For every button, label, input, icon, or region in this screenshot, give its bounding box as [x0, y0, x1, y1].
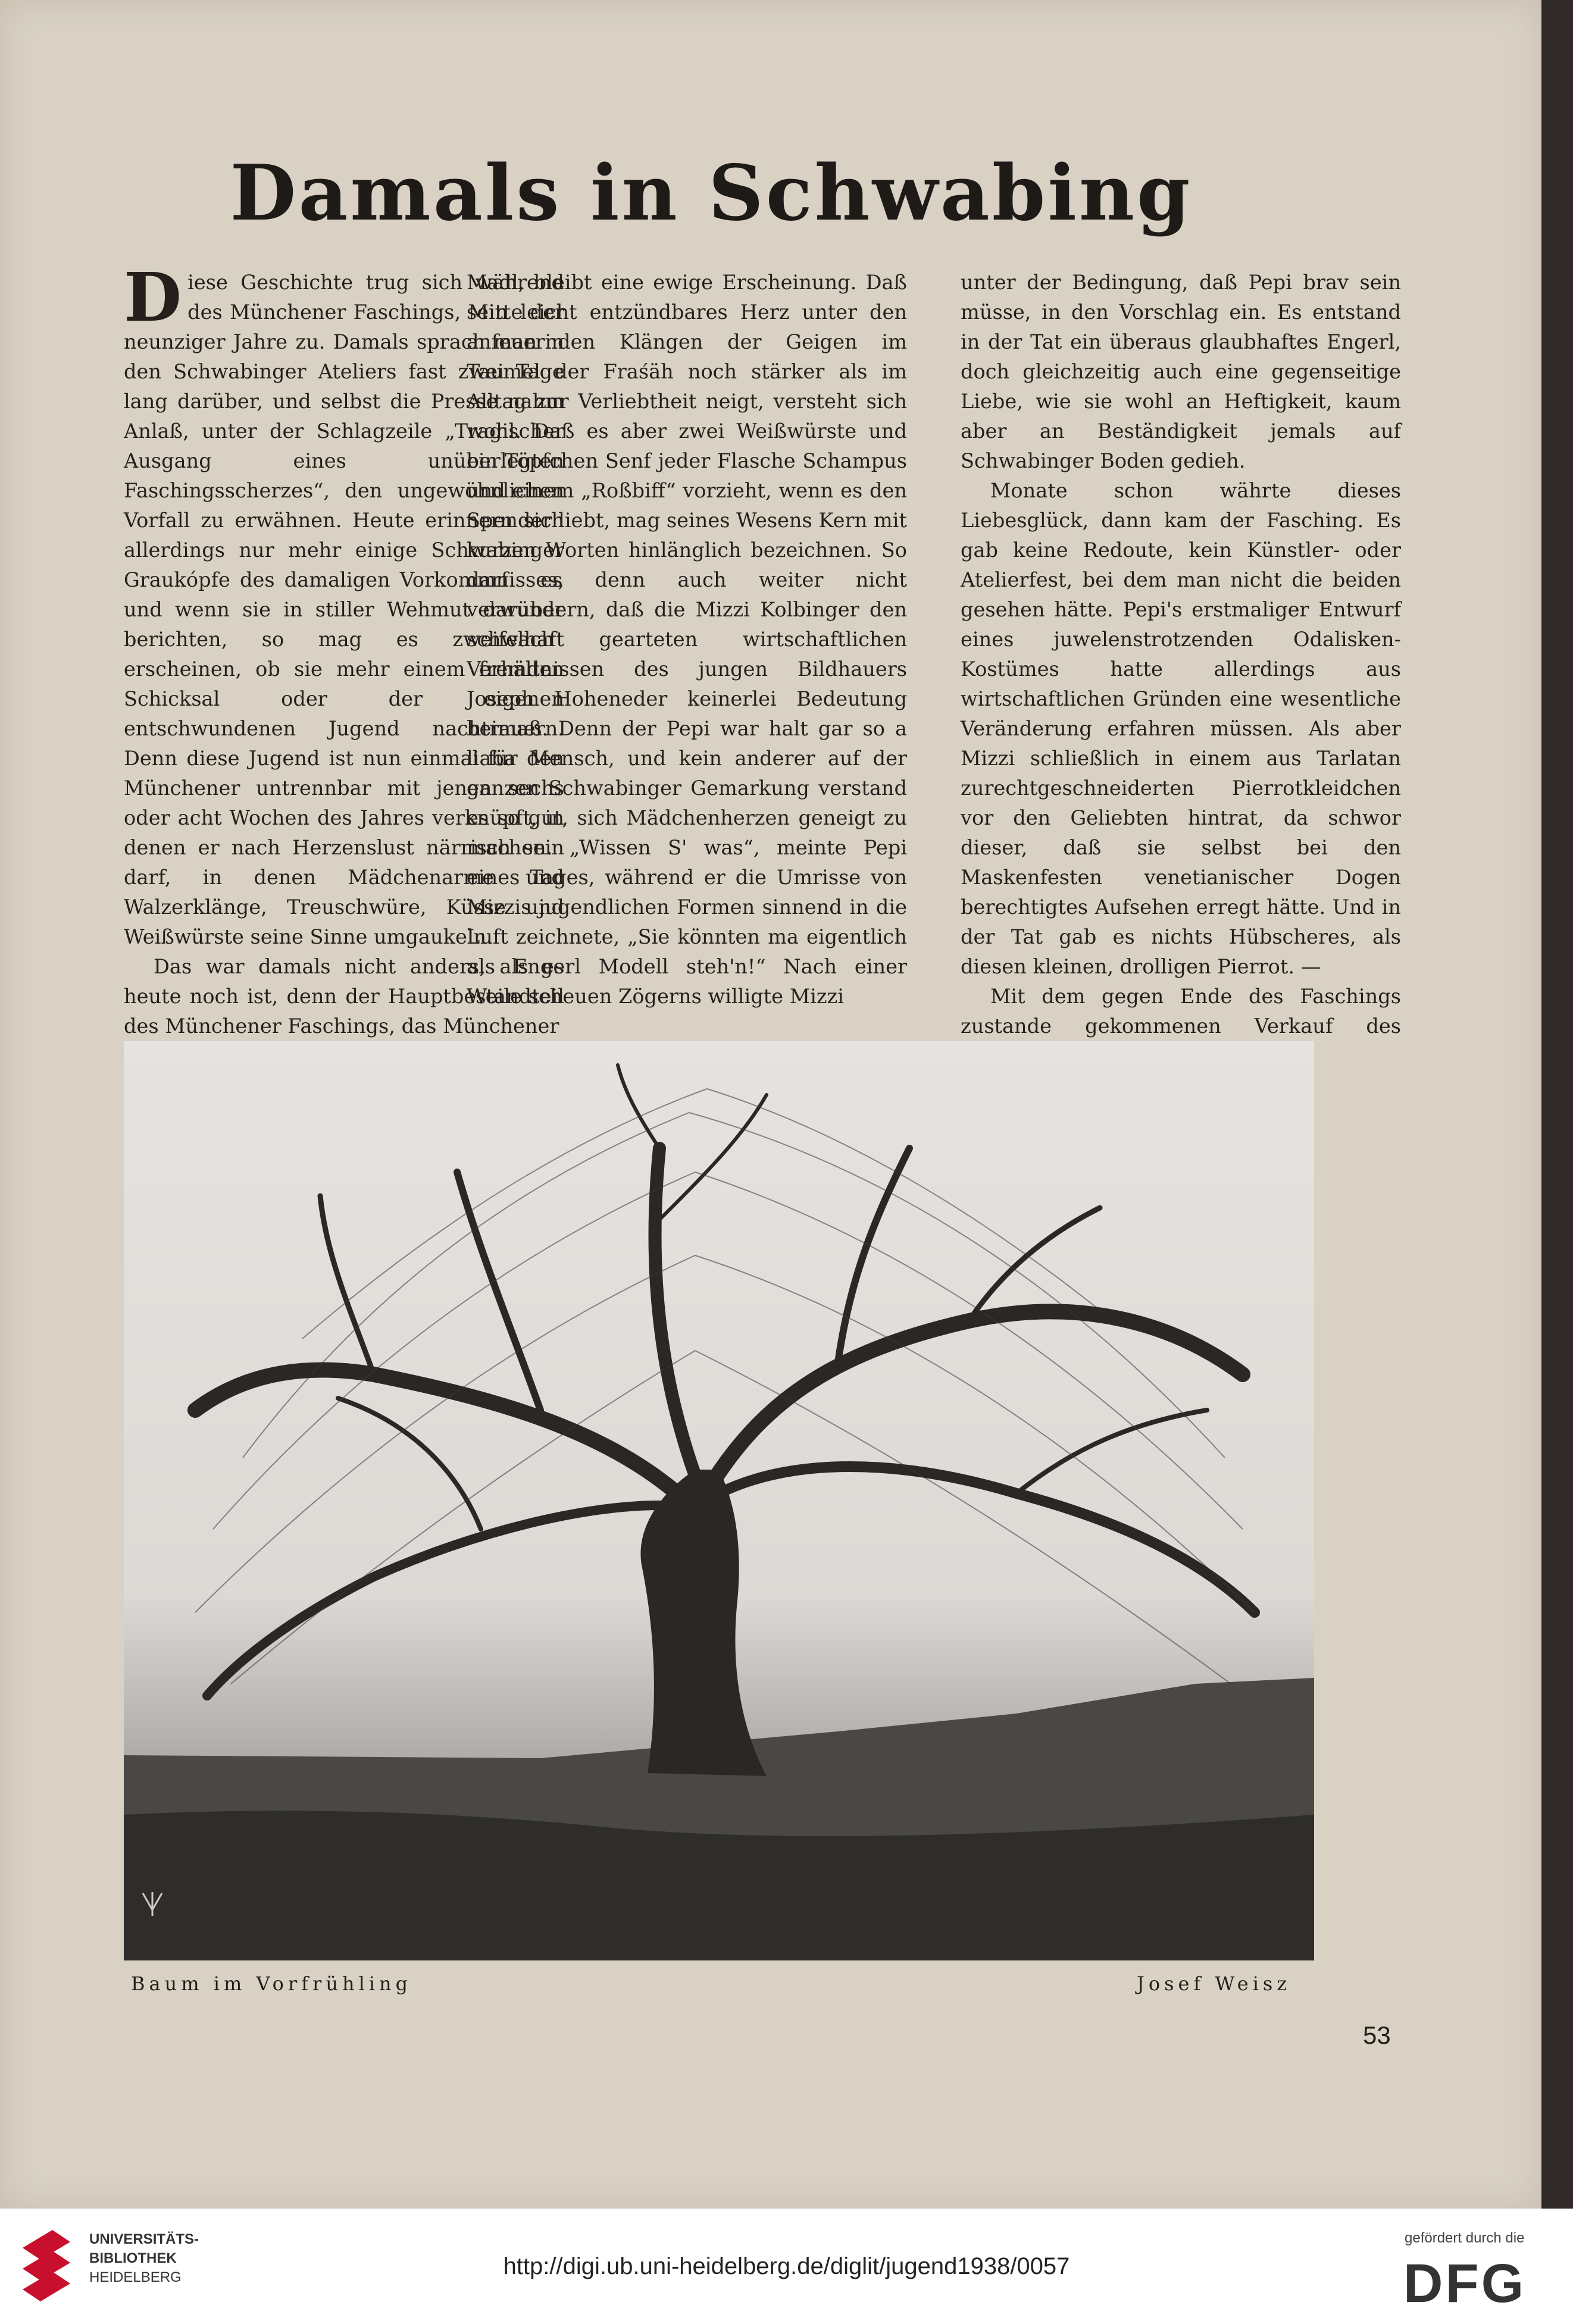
- paragraph: Mit dem gegen Ende des Faschings zustande gekommenen Verkauf des: [961, 985, 1401, 1038]
- paragraph: unter der Bedingung, daß Pepi brav sein müsse, in den Vorschlag ein. Es entstand in der Tat ein überaus glaubhaftes Engerl, doch gleichzeitig auch eine gegenseitige Liebe, wie sie wohl an Heftigkeit, kaum aber an Beständigkeit jemals auf Schwabinger Boden gedieh.: [961, 271, 1401, 472]
- text-column-2: [467, 268, 907, 1011]
- sponsor-label: gefördert durch die: [1405, 2230, 1525, 2246]
- tree-illustration: [124, 1041, 1314, 1960]
- article-title: Damals in Schwabing: [230, 149, 1193, 238]
- institution-line: BIBLIOTHEK: [89, 2250, 177, 2266]
- tree-artwork: [124, 1041, 1314, 1960]
- page-number: 53: [1363, 2021, 1391, 2049]
- dfg-logo: DFG: [1403, 2253, 1527, 2314]
- figure-credit: Josef Weisz: [1137, 1972, 1291, 1995]
- digitization-footer: [0, 2209, 1573, 2324]
- drop-cap: D: [124, 259, 182, 337]
- paragraph-text: iese Geschichte trug sich während des Münchener Faschings, Mitte der neunziger Jahre zu. Damals sprach man in den Schwabinger Ateliers fast zwei Tage lang darüber, und selbst die Presse nahm Anlaß, unter der Schlagzeile „Tragischer Ausgang eines unüberlegten Faschingsscherzes“, den ungewöhnlichen Vorfall zu erwähnen. Heute erinnern sich allerdings nur mehr einige Schwabinger Graukópfe des damaligen Vorkommnisses, und wenn sie in stiller Wehmut darüber berichten, so mag es zweifelhaft erscheinen, ob sie mehr einem fremden Schicksal oder der eigenen entschwundenen Jugend nachtrauern. Denn diese Jugend ist nun einmal für den Münchener untrennbar mit jenen sechs oder acht Wochen des Jahres verknüpft, in denen er nach Herzenslust närrisch sein darf, in denen Mädchenarme und Walzerklänge, Treuschwüre, Küsse und Weißwürste seine Sinne umgaukeln.: [124, 271, 564, 948]
- source-url-link[interactable]: http://digi.ub.uni-heidelberg.de/diglit/jugend1938/0057: [503, 2253, 1070, 2279]
- institution-line: UNIVERSITÄTS-: [89, 2231, 199, 2247]
- paragraph: Das war damals nicht anders, als es heute noch ist, denn der Hauptbestandteil des Münchener Faschings, das Münchener: [124, 955, 564, 1038]
- tree-trunk: [640, 1470, 767, 1776]
- text-column-3: [961, 268, 1401, 1071]
- figure-caption: Baum im Vorfrühling: [131, 1972, 412, 1995]
- paragraph: Madl, bleibt eine ewige Erscheinung. Daß sein leicht entzündbares Herz unter den anfeuernden Klängen der Geigen im Taumel der Fraśäh noch stärker als im Alltag zur Verliebtheit neigt, versteht sich wohl. Daß es aber zwei Weißwürste und ein Töpfchen Senf jeder Flasche Schampus und einem „Roßbiff“ vorzieht, wenn es den Spender liebt, mag seines Wesens Kern mit kurzen Worten hinlänglich bezeichnen. So darf es denn auch weiter nicht verwundern, daß die Mizzi Kolbinger den schwach gearteten wirtschaftlichen Verhältnissen des jungen Bildhauers Joseph Hoheneder keinerlei Bedeutung beimaß. Denn der Pepi war halt gar so a liaba Mensch, und kein anderer auf der ganzen Schwabinger Gemarkung verstand es so gut, sich Mädchenherzen geneigt zu machen. „Wissen S' was“, meinte Pepi eines Tages, während er die Umrisse von Mizzis jugendlichen Formen sinnend in die Luft zeichnete, „Sie könnten ma eigentlich als Engerl Modell steh'n!“ Nach einer Weile scheuen Zögerns willigte Mizzi: [467, 271, 907, 1008]
- paragraph: Monate schon währte dieses Liebesglück, dann kam der Fasching. Es gab keine Redoute, kein Künstler- oder Atelierfest, bei dem man nicht die beiden gesehen hätte. Pepi's erstmaliger Entwurf eines juwelenstrotzenden Odalisken-Kostümes hatte allerdings aus wirtschaftlichen Gründen eine wesentliche Veränderung erfahren müssen. Als aber Mizzi schließlich in einem aus Tarlatan zurechtgeschneiderten Pierrotkleidchen vor den Geliebten hintrat, da schwor dieser, daß sie selbst bei den Maskenfesten venetianischer Dogen berechtigtes Aufsehen erregt hätte. Und in der Tat gab es nichts Hübscheres, als diesen kleinen, drolligen Pierrot. —: [961, 479, 1401, 978]
- institution-line: HEIDELBERG: [89, 2269, 182, 2285]
